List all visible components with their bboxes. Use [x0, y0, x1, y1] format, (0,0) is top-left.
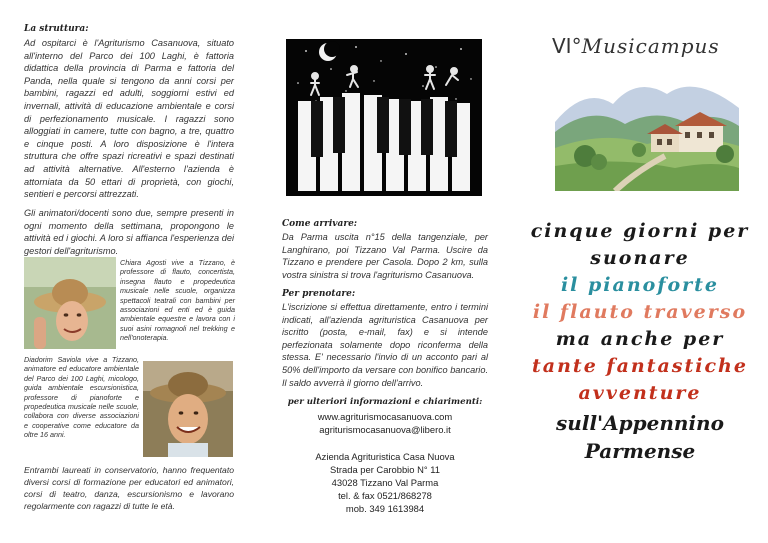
- structure-heading: La struttura:: [24, 24, 89, 34]
- title-name: Musicampus: [581, 34, 720, 58]
- farmhouse-illustration: [555, 64, 739, 191]
- animators-text: Gli animatori/docenti sono due, sempre presenti in ogni momento della settimana, propongono le attività ed i giochi. A loro si affianca l'esperienza dei gestori dell'agriturismo.: [24, 208, 234, 256]
- website-link[interactable]: www.agriturismocasanuova.com: [317, 411, 453, 422]
- promo-line-1: cinque giorni per: [530, 220, 750, 242]
- diadorim-text: Diadorim Saviola vive a Tizzano, animatore ed educatore ambientale del Parco dei 100 Laghi, micologo, guida ambientale escursionistica, professore di pianoforte e propedeutica musicale nelle scuole, collabora con diverse associazioni e cooperative come educatore da oltre 16 anni.: [24, 355, 139, 440]
- info-heading: per ulteriori informazioni e chiarimenti:: [287, 397, 483, 407]
- booking-text: L'iscrizione si effettua direttamente, entro i termini indicati, all'azienda agrituristica Casanuova per iscritto (posta, e-mail, fax) e si intende perfezionata solamente dopo riconferma della stessa. E' necessario l'invio di un acconto pari al 50% dell'importo da versare con bonifico bancario. Il saldo avverrà il giorno dell'arrivo.: [282, 302, 488, 388]
- left-panel: [0, 0, 256, 543]
- address-line-1: Azienda Agrituristica Casa Nuova: [315, 451, 455, 462]
- promo-line-5: ma anche per: [555, 328, 725, 350]
- promo-line-6: tante fantastiche: [532, 355, 748, 377]
- email-link[interactable]: agriturismocasanuova@libero.it: [319, 424, 451, 435]
- booking-heading: Per prenotare:: [282, 289, 356, 299]
- piano-illustration: [286, 39, 482, 196]
- promo-line-2: suonare: [590, 247, 690, 269]
- address-line-5: mob. 349 1613984: [345, 503, 425, 514]
- promo-line-8: sull'Appennino: [556, 411, 724, 435]
- title-prefix: VI°: [552, 34, 582, 58]
- diadorim-photo: [143, 361, 233, 457]
- promo-line-3: il pianoforte: [560, 274, 720, 296]
- closing-text: Entrambi laureati in conservatorio, hanno frequentato diversi corsi di formazione per educatori ed animatori, corsi di teatro, danza, escursionismo e lavorano regolarmente con ragazzi di tutte le età.: [24, 465, 234, 511]
- promo-line-4: il flauto traverso: [532, 301, 748, 323]
- promo-line-7: avventure: [578, 382, 702, 404]
- address-line-3: 43028 Tizzano Val Parma: [331, 477, 439, 488]
- chiara-text: Chiara Agosti vive a Tizzano, è professore di flauto, concertista, insegna flauto e propedeutica musicale nelle scuole, organizza spettacoli teatrali con bambini per associazioni ed enti ed è guida ambientale equestre e lavora con i suoi asini romagnoli nel trekking e nell'onoterapia.: [120, 258, 235, 343]
- structure-text: Ad ospitarci è l'Agriturismo Casanuova, situato all'interno del Parco dei 100 Laghi, è fattoria didattica della provincia di Parma e fattoria del Panda, nella quale si tengono da anni corsi per bambini, ragazzi ed adulti, soggiorni estivi ed invernali, attività di educazione ambientale e corsi di perfezionamento musicale. I ragazzi sono alloggiati in camere, tutte con bagno, a tre, quattro e cinque posti. A loro disposizione è l'intera struttura che offre spazi ricreativi e spazi destinati ad attività alternative. All'esterno l'azienda è attorniata da 50 ettari di proprietà, con giochi, sentieri e percorsi attrezzati.: [24, 38, 234, 200]
- right-panel: [512, 0, 768, 543]
- brochure-title: [552, 34, 752, 58]
- how-text: Da Parma uscita n°15 della tangenziale, per Langhirano, poi Tizzano Val Parma. Uscire da Tizzano e prendere per Casola. Dopo 2 km, sulla vostra sinistra si trova l'agriturismo Casanuova.: [282, 232, 488, 280]
- promo-line-9: Parmense: [584, 439, 696, 463]
- chiara-photo: [24, 257, 116, 349]
- address-line-4: tel. & fax 0521/868278: [338, 490, 432, 501]
- how-heading: Come arrivare:: [282, 219, 358, 229]
- middle-panel: [256, 0, 512, 543]
- address-line-2: Strada per Carobbio N° 11: [330, 464, 440, 475]
